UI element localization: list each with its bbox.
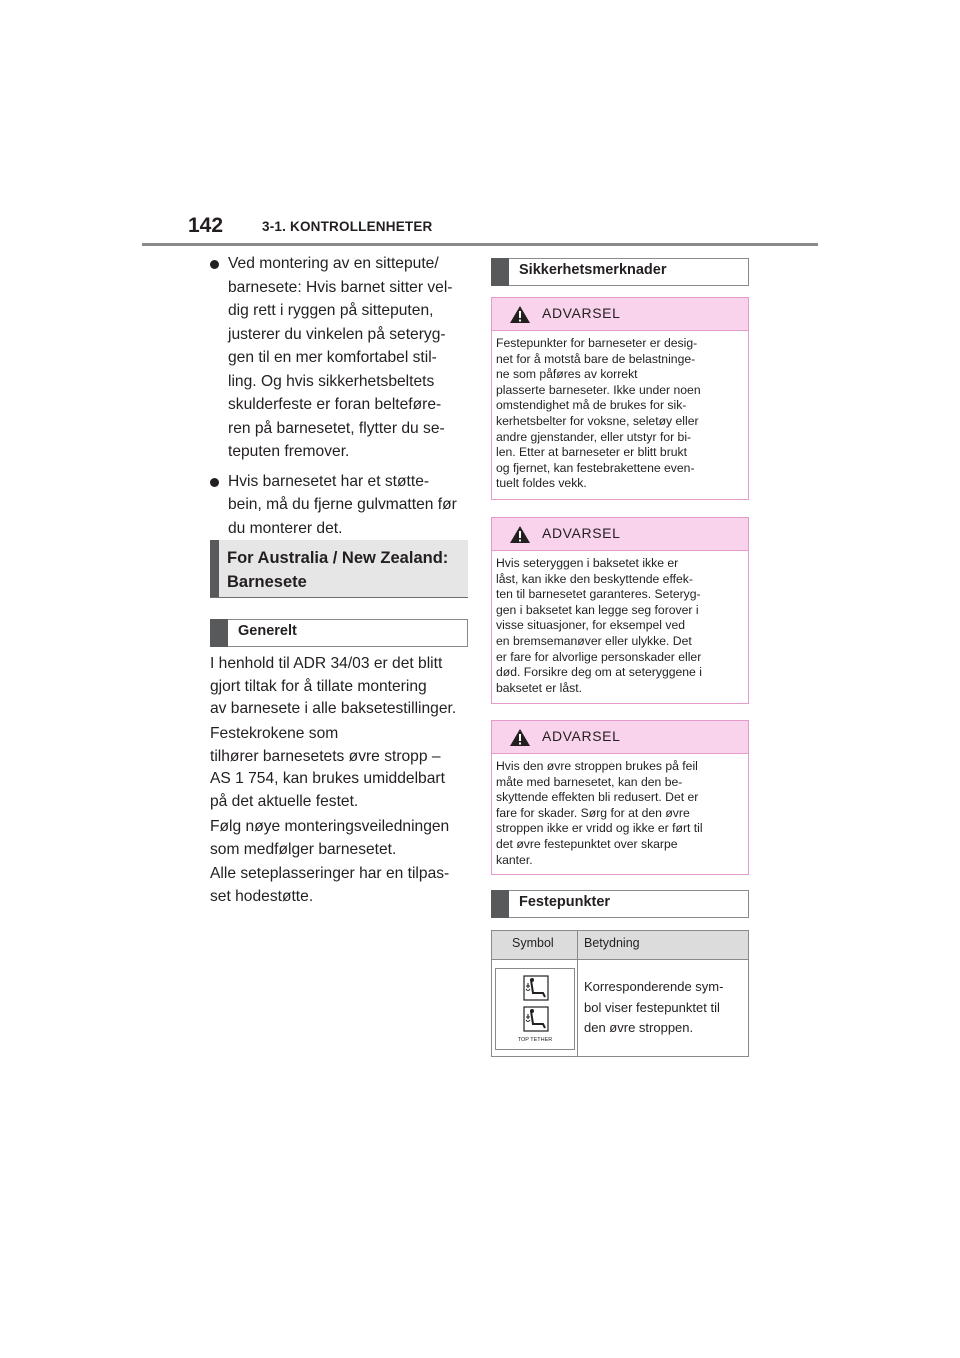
text-line: ne som påføres av korrekt — [496, 367, 638, 382]
warning-label: ADVARSEL — [542, 728, 621, 744]
text-line: skulderfeste er foran belteføre- — [228, 396, 442, 413]
column-header-meaning: Betydning — [584, 936, 640, 950]
text-line: låst, kan ikke den beskyttende effek- — [496, 571, 693, 586]
text-line: barnesete: Hvis barnet sitter vel- — [228, 278, 453, 296]
subheading-anchor-points — [491, 890, 749, 918]
warning-box — [491, 720, 749, 875]
text-line: AS 1 754, kan brukes umiddelbart — [210, 770, 445, 787]
text-line: på det aktuelle festet. — [210, 792, 359, 810]
subheading-generelt — [210, 619, 468, 647]
text-line: Hvis seteryggen i baksetet ikke er — [496, 556, 679, 570]
text-line: len. Etter at barneseter er blitt brukt — [496, 445, 688, 460]
warning-header — [492, 721, 748, 754]
text-line: baksetet er låst. — [496, 680, 583, 695]
warning-header — [492, 298, 748, 331]
header-divider — [142, 243, 818, 246]
text-line: Følg nøye monteringsveiledningen — [210, 818, 450, 835]
text-line: ten til barnesetet garanteres. Seteryg- — [496, 587, 701, 602]
text-line: Korresponderende sym- — [584, 979, 724, 994]
paragraph — [210, 816, 468, 861]
warning-text — [492, 331, 748, 498]
section-heading-australia — [210, 540, 468, 598]
text-line: måte med barnesetet, kan den be- — [496, 774, 683, 789]
warning-box — [491, 297, 749, 500]
warning-icon — [509, 305, 531, 324]
text-line: plasserte barneseter. Ikke under noen — [496, 382, 701, 397]
text-line: skyttende effekten bli redusert. Det er — [496, 790, 699, 805]
text-line: justerer du vinkelen på seteryg- — [228, 325, 446, 343]
text-line: Hvis barnesetet har et støtte- — [228, 472, 430, 490]
text-line: set hodestøtte. — [210, 887, 314, 905]
text-line: den øvre stroppen. — [584, 1020, 694, 1035]
section-title: 3-1. KONTROLLENHETER — [262, 219, 433, 234]
text-line: kanter. — [496, 852, 533, 867]
heading-bar — [491, 890, 509, 918]
heading-text — [227, 546, 467, 594]
text-line: du monterer det. — [228, 519, 343, 537]
column-divider — [577, 931, 578, 1056]
bullet-list — [210, 252, 472, 546]
text-line: Ved montering av en sittepute/ — [228, 255, 439, 272]
text-line: I henhold til ADR 34/03 er det blitt — [210, 655, 443, 672]
text-line: gjort tiltak for å tillate montering — [210, 677, 427, 695]
text-line: dig rett i ryggen på sitteputen, — [228, 302, 434, 319]
text-line: Alle seteplasseringer har en tilpas- — [210, 865, 450, 882]
warning-label: ADVARSEL — [542, 305, 621, 321]
text-line: som medfølger barnesetet. — [210, 840, 397, 858]
paragraph — [210, 653, 468, 721]
text-line: tilhører barnesetets øvre stropp – — [210, 747, 441, 765]
text-line: er fare for alvorlige personskader eller — [496, 649, 702, 664]
page-number: 142 — [188, 214, 224, 237]
text-line: fare for skader. Sørg for at den øvre — [496, 805, 690, 820]
text-line: visse situasjoner, for eksempel ved — [496, 618, 685, 633]
bullet-icon — [210, 260, 219, 269]
text-line: bein, må du fjerne gulvmatten før — [228, 496, 457, 513]
text-line: stroppen ikke er vridd og ikke er ført til — [496, 821, 703, 836]
warning-icon — [509, 728, 531, 747]
warning-text — [492, 551, 748, 702]
text-line: ren på barnesetet, flytter du se- — [228, 419, 445, 437]
text-line: gen i baksetet kan legge seg forover i — [496, 602, 699, 617]
symbol-cell — [495, 968, 575, 1050]
text-line: kerhetsbelter for voksne, seletøy eller — [496, 413, 699, 428]
warning-label: ADVARSEL — [542, 525, 621, 541]
text-line: død. Forsikre deg om at seteryggene i — [496, 665, 702, 680]
text-line: omstendighet må de brukes for sik- — [496, 398, 687, 413]
column-header-symbol: Symbol — [512, 936, 554, 950]
text-line: bol viser festepunktet til — [584, 999, 720, 1015]
paragraph — [210, 863, 468, 908]
text-line: andre gjenstander, eller utstyr for bi- — [496, 429, 692, 444]
heading-bar — [491, 258, 509, 286]
heading-bar — [210, 540, 219, 597]
text-line: Festekrokene som — [210, 725, 339, 742]
paragraph — [210, 723, 468, 813]
warning-box — [491, 517, 749, 704]
text-line: av barnesete i alle baksetestillinger. — [210, 700, 457, 717]
text-line: det øvre festepunktet over skarpe — [496, 836, 678, 851]
icon-caption: TOP TETHER — [517, 1037, 553, 1043]
symbol-table — [491, 930, 749, 1057]
heading-line: For Australia / New Zealand: — [227, 549, 449, 567]
text-line: tuelt foldes vekk. — [496, 476, 587, 491]
text-line: net for å motstå bare de belastninge- — [496, 351, 696, 366]
top-tether-anchor-icon — [496, 969, 574, 1049]
symbol-description — [584, 977, 744, 1039]
heading-text: Generelt — [238, 623, 297, 639]
warning-icon — [509, 525, 531, 544]
warning-text — [492, 754, 748, 874]
heading-line: Barnesete — [227, 573, 307, 591]
text-line: gen til en mer komfortabel stil- — [228, 349, 437, 366]
text-line: Hvis den øvre stroppen brukes på feil — [496, 759, 698, 773]
heading-text: Festepunkter — [519, 894, 611, 910]
text-line: og fjernet, kan festebrakettene even- — [496, 460, 695, 475]
heading-bar — [210, 619, 228, 647]
text-line: ling. Og hvis sikkerhetsbeltets — [228, 372, 435, 390]
text-line: en bremsemanøver eller ulykke. Det — [496, 633, 692, 648]
warning-header — [492, 518, 748, 551]
text-line: teputen fremover. — [228, 443, 350, 460]
list-item — [210, 252, 472, 464]
heading-text: Sikkerhetsmerknader — [519, 262, 667, 278]
bullet-icon — [210, 478, 219, 487]
list-item — [210, 470, 472, 541]
text-line: Festepunkter for barneseter er desig- — [496, 336, 698, 350]
subheading-safety — [491, 258, 749, 286]
